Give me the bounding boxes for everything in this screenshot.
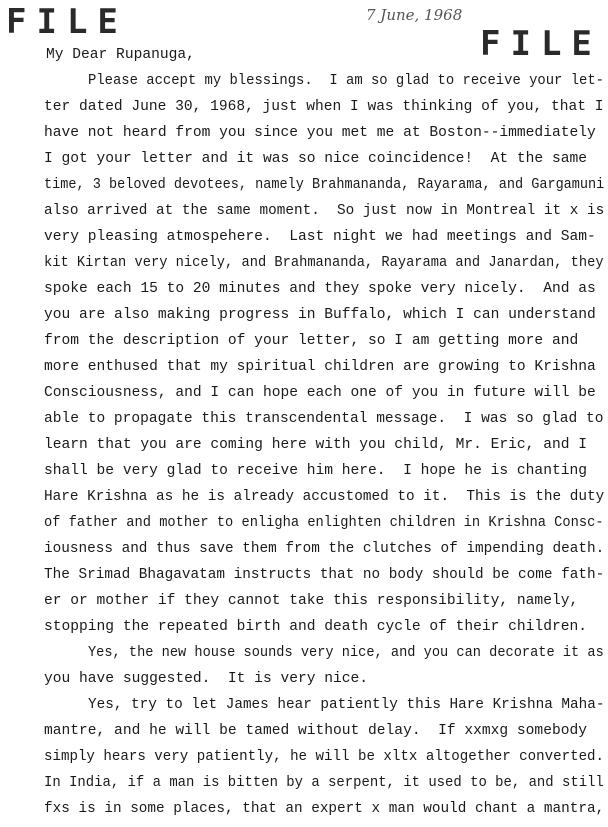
text-line: mantre, and he will be tamed without delay. If xxmxg somebody [44,723,587,739]
text-line: ter dated June 30, 1968, just when I was thinking of you, that I [44,99,604,115]
text-line: Hare Krishna as he is already accustomed to it. This is the duty [44,489,605,505]
file-stamp-right: FILE [480,24,602,64]
text-line: iousness and thus save them from the clutches of impending death. [44,541,605,557]
text-line: able to propagate this transcendental message. I was so glad to [44,411,604,427]
text-line: Yes, the new house sounds very nice, and you can decorate it as [88,645,604,661]
text-line: Please accept my blessings. I am so glad to receive your let- [88,73,604,89]
text-line: you have suggested. It is very nice. [44,671,369,687]
text-line: you are also making progress in Buffalo, which I can understand [44,307,596,323]
text-line: more enthused that my spiritual children are growing to Krishna [44,359,596,375]
text-line: I got your letter and it was so nice coincidence! At the same [44,151,587,167]
text-line: The Srimad Bhagavatam instructs that no body should be come fath- [44,567,605,583]
text-line: learn that you are coming here with you child, Mr. Eric, and I [44,437,587,453]
handwritten-date-note: 7 June, 1968 [366,6,463,24]
text-line: from the description of your letter, so I am getting more and [44,333,579,349]
text-line: stopping the repeated birth and death cycle of their children. [44,619,587,635]
text-line: also arrived at the same moment. So just now in Montreal it x is [44,203,605,219]
file-stamp-left: FILE [6,2,128,42]
text-line: fxs is in some places, that an expert x man would chant a mantra, [44,801,605,817]
text-line: er or mother if they cannot take this responsibility, namely, [44,593,579,609]
text-line: simply hears very patiently, he will be xltx altogether converted. [44,749,605,765]
text-line: time, 3 beloved devotees, namely Brahmananda, Rayarama, and Gargamuni [44,177,605,193]
text-line: shall be very glad to receive him here. I hope he is chanting [44,463,587,479]
salutation: My Dear Rupanuga, [46,47,195,63]
text-line: Yes, try to let James hear patiently this Hare Krishna Maha- [88,697,605,713]
text-line: In India, if a man is bitten by a serpent, it used to be, and still [44,775,604,791]
text-line: kit Kirtan very nicely, and Brahmananda, Rayarama and Janardan, they [44,255,604,271]
text-line: have not heard from you since you met me at Boston--immediately [44,125,596,141]
text-line: Consciousness, and I can hope each one of you in future will be [44,385,596,401]
text-line: very pleasing atmospehere. Last night we had meetings and Sam- [44,229,596,245]
text-line: of father and mother to enligha enlighten children in Krishna Consc- [44,515,604,531]
text-line: spoke each 15 to 20 minutes and they spoke very nicely. And as [44,281,596,297]
